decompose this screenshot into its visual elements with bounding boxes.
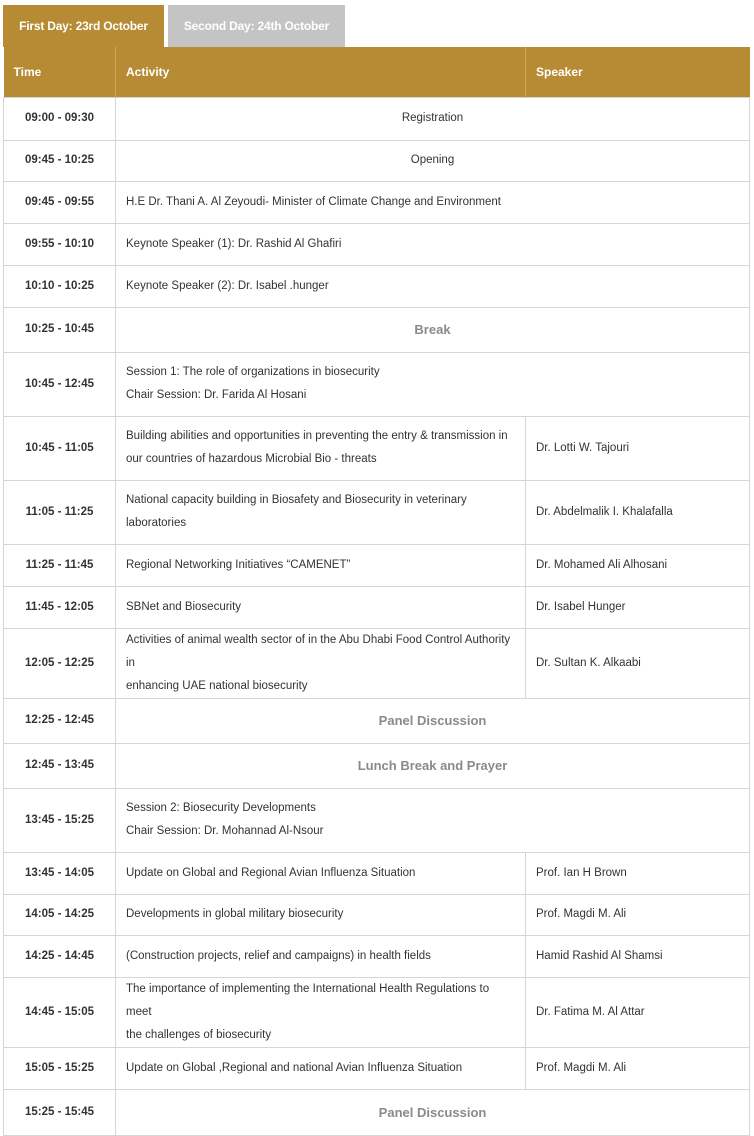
activity-cell: Keynote Speaker (2): Dr. Isabel .hunger	[116, 265, 750, 307]
panel-discussion-label: Panel Discussion	[116, 698, 750, 743]
activity-cell: Developments in global military biosecurity	[116, 894, 526, 935]
session-title: Session 2: Biosecurity Developments	[126, 802, 316, 814]
column-header-activity: Activity	[116, 47, 526, 97]
activity-cell: Activities of animal wealth sector of in the Abu Dhabi Food Control Authority in enhancing UAE national biosecurity	[116, 628, 526, 698]
session-title: Session 1: The role of organizations in biosecurity	[126, 366, 380, 378]
table-row	[4, 416, 750, 480]
tab-first-day[interactable]: First Day: 23rd October	[3, 5, 164, 47]
column-header-time: Time	[4, 47, 116, 97]
table-row	[4, 544, 750, 586]
time-cell: 09:55 - 10:10	[4, 223, 116, 265]
day-tabs	[3, 5, 345, 47]
speaker-cell: Hamid Rashid Al Shamsi	[526, 935, 750, 977]
panel-discussion-label: Panel Discussion	[116, 1089, 750, 1135]
speaker-cell: Dr. Lotti W. Tajouri	[526, 416, 750, 480]
time-cell: 12:45 - 13:45	[4, 743, 116, 788]
table-row	[4, 1089, 750, 1135]
speaker-cell: Dr. Mohamed Ali Alhosani	[526, 544, 750, 586]
time-cell: 11:05 - 11:25	[4, 480, 116, 544]
session-chair: Chair Session: Dr. Farida Al Hosani	[126, 389, 307, 401]
activity-cell: The importance of implementing the International Health Regulations to meet the challenges of biosecurity	[116, 977, 526, 1047]
time-cell: 11:25 - 11:45	[4, 544, 116, 586]
session-header-cell	[116, 352, 750, 416]
table-row	[4, 935, 750, 977]
activity-cell: (Construction projects, relief and campaigns) in health fields	[116, 935, 526, 977]
schedule-table	[3, 47, 750, 1136]
speaker-cell: Prof. Magdi M. Ali	[526, 894, 750, 935]
time-cell: 14:45 - 15:05	[4, 977, 116, 1047]
time-cell: 13:45 - 14:05	[4, 852, 116, 894]
activity-cell: Building abilities and opportunities in preventing the entry & transmission in our countries of hazardous Microbial Bio - threats	[116, 416, 526, 480]
table-row	[4, 977, 750, 1047]
activity-cell: Registration	[116, 97, 750, 140]
column-header-speaker: Speaker	[526, 47, 750, 97]
tab-second-day[interactable]: Second Day: 24th October	[168, 5, 345, 47]
session-header-cell	[116, 788, 750, 852]
table-row	[4, 140, 750, 181]
speaker-cell: Dr. Isabel Hunger	[526, 586, 750, 628]
activity-cell: Opening	[116, 140, 750, 181]
activity-cell: Keynote Speaker (1): Dr. Rashid Al Ghafiri	[116, 223, 750, 265]
speaker-cell: Dr. Sultan K. Alkaabi	[526, 628, 750, 698]
lunch-break-label: Lunch Break and Prayer	[116, 743, 750, 788]
time-cell: 13:45 - 15:25	[4, 788, 116, 852]
table-row	[4, 352, 750, 416]
table-row	[4, 628, 750, 698]
activity-cell: SBNet and Biosecurity	[116, 586, 526, 628]
time-cell: 10:10 - 10:25	[4, 265, 116, 307]
activity-cell: Regional Networking Initiatives “CAMENET”	[116, 544, 526, 586]
table-row	[4, 852, 750, 894]
speaker-cell: Dr. Fatima M. Al Attar	[526, 977, 750, 1047]
time-cell: 15:25 - 15:45	[4, 1089, 116, 1135]
time-cell: 12:05 - 12:25	[4, 628, 116, 698]
table-row	[4, 223, 750, 265]
table-row	[4, 586, 750, 628]
break-label: Break	[116, 307, 750, 352]
activity-cell: Update on Global and Regional Avian Influenza Situation	[116, 852, 526, 894]
table-row	[4, 480, 750, 544]
time-cell: 10:45 - 11:05	[4, 416, 116, 480]
table-row	[4, 743, 750, 788]
time-cell: 10:25 - 10:45	[4, 307, 116, 352]
session-chair: Chair Session: Dr. Mohannad Al-Nsour	[126, 825, 324, 837]
time-cell: 11:45 - 12:05	[4, 586, 116, 628]
table-row	[4, 97, 750, 140]
table-row	[4, 181, 750, 223]
time-cell: 10:45 - 12:45	[4, 352, 116, 416]
activity-cell: National capacity building in Biosafety and Biosecurity in veterinary laboratories	[116, 480, 526, 544]
table-row	[4, 894, 750, 935]
time-cell: 09:45 - 10:25	[4, 140, 116, 181]
table-row	[4, 1047, 750, 1089]
table-row	[4, 265, 750, 307]
activity-cell: H.E Dr. Thani A. Al Zeyoudi- Minister of Climate Change and Environment	[116, 181, 750, 223]
table-row	[4, 788, 750, 852]
time-cell: 14:25 - 14:45	[4, 935, 116, 977]
table-row	[4, 698, 750, 743]
time-cell: 15:05 - 15:25	[4, 1047, 116, 1089]
speaker-cell: Prof. Magdi M. Ali	[526, 1047, 750, 1089]
table-row	[4, 307, 750, 352]
speaker-cell: Prof. Ian H Brown	[526, 852, 750, 894]
table-header-row	[4, 47, 750, 97]
time-cell: 14:05 - 14:25	[4, 894, 116, 935]
speaker-cell: Dr. Abdelmalik I. Khalafalla	[526, 480, 750, 544]
time-cell: 12:25 - 12:45	[4, 698, 116, 743]
time-cell: 09:45 - 09:55	[4, 181, 116, 223]
activity-cell: Update on Global ,Regional and national Avian Influenza Situation	[116, 1047, 526, 1089]
time-cell: 09:00 - 09:30	[4, 97, 116, 140]
